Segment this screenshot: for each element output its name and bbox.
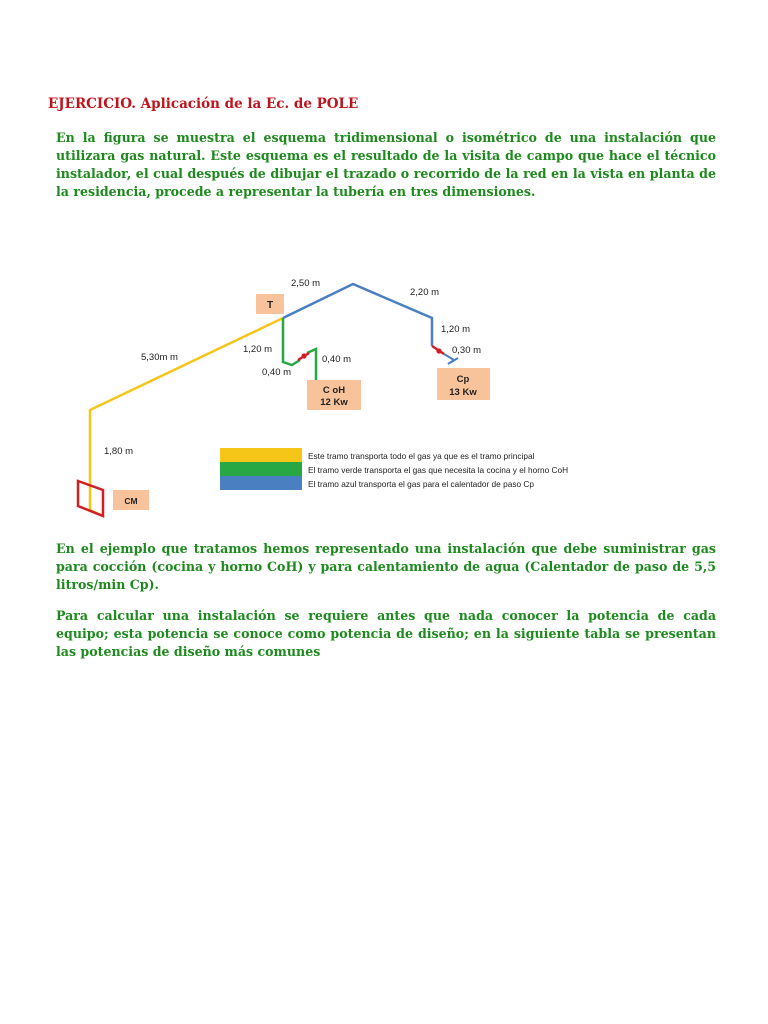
dim-2-20: 2,20 m [410, 287, 440, 298]
cp-valve-dot [436, 348, 441, 353]
dim-1-80: 1,80 m [104, 446, 134, 457]
dim-1-20-green: 1,20 m [243, 344, 273, 355]
legend-swatch-blue [220, 476, 302, 490]
dim-1-20-blue: 1,20 m [441, 324, 471, 335]
coh-box-power: 12 Kw [320, 397, 348, 408]
page-title: EJERCICIO. Aplicación de la Ec. de POLE [48, 96, 359, 112]
dim-0-30: 0,30 m [452, 345, 482, 356]
legend-swatch-green [220, 462, 302, 476]
dim-2-50: 2,50 m [291, 278, 321, 289]
power-paragraph: Para calcular una instalación se requiere antes que nada conocer la potencia de cada equipo; esta potencia se conoce como potencia de diseño; en la siguiente tabla se presentan las potencias de diseño más comunes [56, 608, 716, 659]
dim-0-40-top: 0,40 m [322, 354, 352, 365]
legend-text-blue: El tramo azul transporta el gas para el calentador de paso Cp [308, 479, 534, 489]
legend-swatch-yellow [220, 448, 302, 462]
green-pipe [283, 318, 300, 365]
cm-box-label: CM [124, 496, 138, 506]
cp-box-power: 13 Kw [449, 387, 477, 398]
cp-box-label: Cp [456, 374, 470, 385]
legend-text-yellow: Este tramo transporta todo el gas ya que es el tramo principal [308, 451, 535, 461]
coh-box-label: C oH [322, 385, 346, 396]
legend-text-green: El tramo verde transporta el gas que necesita la cocina y el horno CoH [308, 465, 569, 475]
dim-5-30: 5,30m m [141, 352, 178, 363]
dim-0-40-bottom: 0,40 m [262, 367, 292, 378]
t-box-label: T [266, 300, 274, 311]
intro-paragraph: En la figura se muestra el esquema tridimensional o isométrico de una instalación que utilizara gas natural. Este esquema es el resultado de la visita de campo que hace el técnico instalador, el cual después de dibujar el trazado o recorrido de la red en la vista en planta de la residencia, procede a representar la tubería en tres dimensiones. [56, 130, 716, 199]
example-paragraph: En el ejemplo que tratamos hemos representado una instalación que debe suministrar gas para cocción (cocina y horno CoH) y para calentamiento de agua (Calentador de paso de 5,5 litros/min Cp). [56, 541, 716, 592]
coh-valve-dot [301, 353, 306, 358]
